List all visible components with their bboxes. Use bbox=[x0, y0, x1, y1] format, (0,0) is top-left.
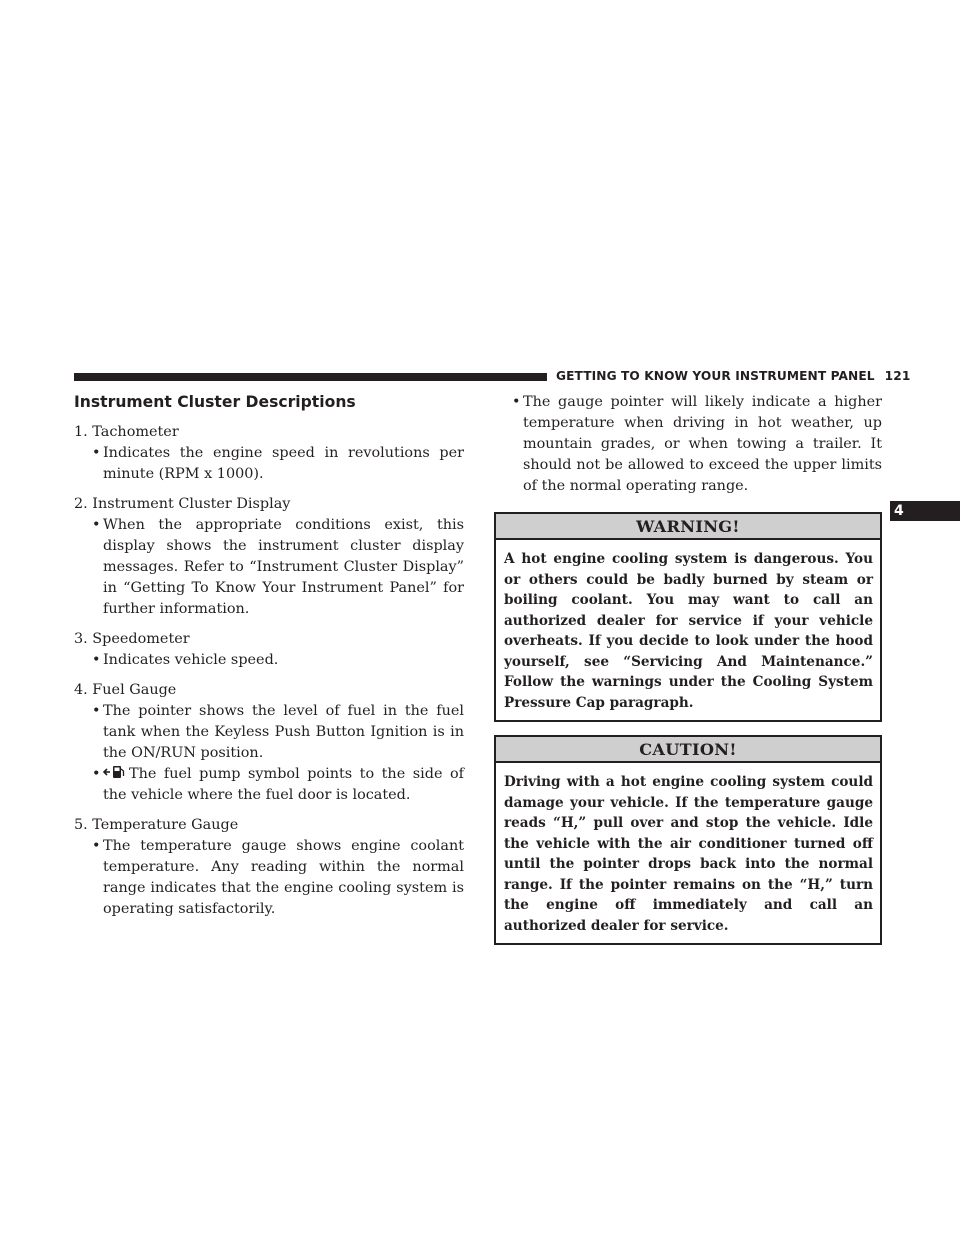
item-title: 1. Tachometer bbox=[74, 424, 179, 440]
caution-box bbox=[494, 735, 882, 945]
item-title: 4. Fuel Gauge bbox=[74, 682, 177, 698]
fuel-pump-icon bbox=[103, 765, 125, 779]
bullet-text: • When the appropriate conditions exist, this display shows the instrument cluster display messages. Refer to “Instrument Cluster Display” in “Getting To Know Your Instrument Panel” for further information. bbox=[92, 517, 464, 617]
list-item-cluster-display bbox=[74, 494, 464, 620]
header-rule bbox=[74, 373, 547, 381]
running-header bbox=[556, 368, 911, 384]
bullet-text: • The pointer shows the level of fuel in the fuel tank when the Keyless Push Button Ignition is in the ON/RUN position. bbox=[92, 703, 464, 761]
warning-box bbox=[494, 512, 882, 722]
bullet-text: • The gauge pointer will likely indicate a higher temperature when driving in hot weather, up mountain grades, or when towing a trailer. It should not be allowed to exceed the upper limits of the normal operating range. bbox=[512, 394, 882, 494]
caution-heading: CAUTION! bbox=[496, 737, 880, 763]
bullet-text: • Indicates the engine speed in revolutions per minute (RPM x 1000). bbox=[92, 445, 464, 482]
warning-body: A hot engine cooling system is dangerous. You or others could be badly burned by steam or boiling coolant. You may want to call an authorized dealer for service if your vehicle overheats. If you decide to look under the hood yourself, see “Servicing And Maintenance.” Follow the warnings under the Cooling System Pressure Cap paragraph. bbox=[504, 551, 873, 711]
left-column bbox=[74, 392, 464, 929]
item-title: 5. Temperature Gauge bbox=[74, 817, 239, 833]
item-title: 3. Speedometer bbox=[74, 631, 190, 647]
chapter-title: GETTING TO KNOW YOUR INSTRUMENT PANEL bbox=[556, 369, 875, 383]
caution-body: Driving with a hot engine cooling system could damage your vehicle. If the temperature gauge reads “H,” pull over and stop the vehicle. Idle the vehicle with the air conditioner turned off until the pointer drops back into the normal range. If the pointer remains on the “H,” turn the engine off immediately and call an authorized dealer for service. bbox=[504, 774, 873, 934]
bullet-text: • The temperature gauge shows engine coolant temperature. Any reading within the normal range indicates that the engine cooling system is operating satisfactorily. bbox=[92, 838, 464, 917]
warning-heading: WARNING! bbox=[496, 514, 880, 540]
list-item-tachometer bbox=[74, 422, 464, 485]
chapter-tab: 4 bbox=[890, 501, 960, 521]
list-item-fuel-gauge bbox=[74, 680, 464, 806]
list-item-speedometer bbox=[74, 629, 464, 671]
bullet-text: • The fuel pump symbol points to the side of the vehicle where the fuel door is located. bbox=[92, 766, 464, 803]
bullet-text: • Indicates vehicle speed. bbox=[92, 652, 279, 668]
list-item-temperature-gauge bbox=[74, 815, 464, 920]
section-title: Instrument Cluster Descriptions bbox=[74, 393, 356, 411]
item-title: 2. Instrument Cluster Display bbox=[74, 496, 291, 512]
right-column bbox=[494, 392, 882, 957]
page-number: 121 bbox=[884, 369, 911, 383]
